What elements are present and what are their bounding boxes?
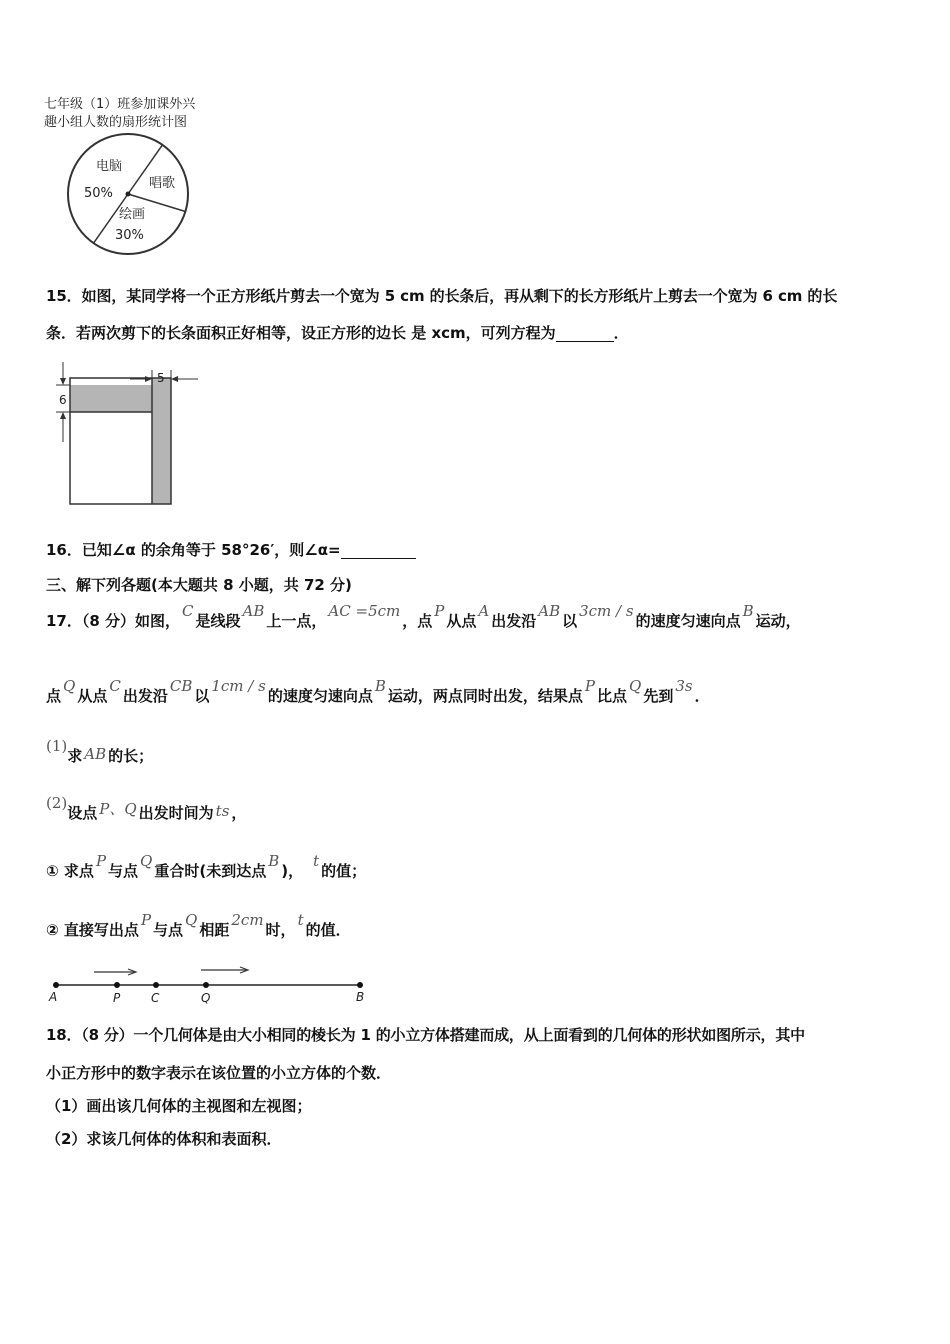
q15-shaded-strip-top (70, 385, 152, 412)
q17-l2-t4: 以 (194, 687, 210, 705)
q17-c2-Q: Q (185, 911, 198, 929)
q17-l1-t3: 上一点， (266, 612, 327, 630)
q17-c2-t2: 与点 (153, 921, 184, 939)
label-C: C (151, 991, 160, 1005)
q16-line (46, 543, 416, 559)
label-B: B (356, 990, 365, 1004)
q17-l2-Q2: Q (629, 677, 642, 695)
pie-value-huihua: 30% (115, 228, 144, 243)
q17-p1-t1: 求 (67, 747, 83, 765)
q18-sub2: （2）求该几何体的体积和表面积． (46, 1130, 282, 1148)
q17-l1-AC5: AC =5cm (328, 602, 401, 620)
q17-c1-t1: ① 求点 (46, 862, 94, 880)
label-P: P (113, 991, 121, 1005)
q17-l2-C: C (109, 677, 121, 695)
q15-square-figure (40, 362, 210, 510)
pie-chart-title-line1: 七年级（1）班参加课外兴 (44, 97, 196, 112)
pie-label-diannao: 电脑 (96, 159, 123, 174)
q15-shaded-strip-right (152, 378, 171, 504)
q18-line2: 小正方形中的数字表示在该位置的小立方体的个数． (46, 1064, 392, 1082)
q17-line2 (46, 677, 710, 705)
q17-p2-t2: 出发时间为 (138, 804, 214, 822)
q17-l1-t4: ，点 (402, 612, 433, 630)
q17-c1-t3: 重合时(未到达点 (154, 862, 267, 880)
q17-p2-ts: ts (215, 802, 230, 820)
q17-l2-P: P (584, 677, 595, 695)
q17-l2-v1: 1cm / s (211, 677, 266, 695)
q17-part1 (46, 737, 154, 765)
point-B (357, 982, 363, 988)
q17-c2-t4: 时， (265, 921, 296, 939)
q17-l2-CB: CB (169, 677, 193, 695)
q15-answer-blank (556, 326, 614, 342)
q17-l1-C: C (182, 602, 194, 620)
q17-l2-t8: 先到 (643, 687, 674, 705)
q17-l1-AB2: AB (538, 602, 561, 620)
q17-c1-t: t (313, 852, 320, 870)
q17-l2-t2: 从点 (77, 687, 108, 705)
q17-l2-Q: Q (63, 677, 76, 695)
point-C (153, 982, 159, 988)
q17-l1-t2: 是线段 (195, 612, 241, 630)
q17-l2-t6: 运动，两点同时出发，结果点 (387, 687, 583, 705)
q17-l1-P: P (434, 602, 445, 620)
q15-label-5: 5 (157, 371, 165, 385)
q17-l2-t3: 出发沿 (122, 687, 168, 705)
q17-p2-t1: 设点 (67, 804, 98, 822)
point-P (114, 982, 120, 988)
q17-c2-cm2: 2cm (231, 911, 264, 929)
q17-c1-t5: 的值； (321, 862, 367, 880)
q17-l1-t5: 从点 (446, 612, 477, 630)
q17-c1-t4: )， (281, 862, 304, 880)
q17-l2-B: B (374, 677, 386, 695)
q15-line1: 15．如图，某同学将一个正方形纸片剪去一个宽为 5 cm 的长条后，再从剩下的长方形纸片上剪去一个宽为 6 cm 的长 (46, 287, 838, 305)
label-A: A (49, 990, 58, 1004)
q15-dim-arrowhead-right (171, 376, 178, 382)
pie-value-diannao: 50% (84, 186, 113, 201)
q18-sub1: （1）画出该几何体的主视图和左视图； (46, 1097, 312, 1115)
pie-label-huihua: 绘画 (119, 207, 146, 222)
q15-dim-arrowhead-bottom (60, 412, 66, 419)
q17-c1-Q: Q (140, 852, 153, 870)
q17-c2-t5: 的值． (305, 921, 351, 939)
q17-p2-PQ: P、Q (99, 800, 137, 818)
q17-l1-t6: 出发沿 (491, 612, 537, 630)
pie-label-changge: 唱歌 (149, 176, 176, 191)
pie-chart (44, 130, 244, 260)
q17-p1-AB: AB (84, 745, 107, 763)
q17-l1-v3: 3cm / s (579, 602, 634, 620)
q17-p1-t2: 的长； (108, 747, 154, 765)
q16-text: 16．已知∠α 的余角等于 58°26′，则∠α= (46, 541, 341, 559)
q17-l1-t9: 运动， (755, 612, 801, 630)
q17-l2-t5: 的速度匀速向点 (267, 687, 373, 705)
q17-l2-s3: 3s (675, 677, 693, 695)
q16-answer-blank (341, 543, 416, 559)
q17-line-figure (44, 962, 374, 1008)
q15-dim-arrowhead-left (145, 376, 152, 382)
q17-line1 (46, 602, 801, 630)
q17-case1 (46, 852, 367, 880)
q17-p2-t3: ， (231, 804, 247, 822)
q17-c1-t2: 与点 (108, 862, 139, 880)
q17-l1-t8: 的速度匀速向点 (635, 612, 741, 630)
q15-line2-text: 条．若两次剪下的长条面积正好相等，设正方形的边长 是 xcm，可列方程为 (46, 324, 556, 342)
pie-chart-title-line2: 趣小组人数的扇形统计图 (44, 115, 188, 130)
q17-l1-B: B (742, 602, 754, 620)
q17-c2-t3: 相距 (199, 921, 230, 939)
q15-dim-arrowhead-top (60, 378, 66, 385)
q17-part2 (46, 794, 247, 822)
q17-c2-P: P (140, 911, 152, 929)
q18-line1: 18．（8 分）一个几何体是由大小相同的棱长为 1 的小立方体搭建而成，从上面看到的几何体的形状如图所示，其中 (46, 1026, 805, 1044)
q17-l1-t7: 以 (562, 612, 578, 630)
q15-line2-end: ． (613, 324, 629, 342)
q17-l2-t7: 比点 (596, 687, 627, 705)
q17-l1-AB: AB (242, 602, 265, 620)
q15-line2 (46, 326, 629, 342)
q15-label-6: 6 (59, 393, 67, 407)
q17-l2-t1: 点 (46, 687, 62, 705)
q17-case2 (46, 911, 351, 939)
q17-c2-t: t (297, 911, 304, 929)
q17-c1-B: B (268, 852, 280, 870)
pie-center-dot (126, 192, 131, 197)
q17-c1-P: P (95, 852, 107, 870)
point-Q (203, 982, 209, 988)
q17-l2-t9: ． (694, 687, 710, 705)
q17-p1-num: (1) (46, 737, 68, 755)
q17-c2-t1: ② 直接写出点 (46, 921, 139, 939)
q17-p2-num: (2) (46, 794, 68, 812)
point-A (53, 982, 59, 988)
section3-heading: 三、解下列各题(本大题共 8 小题，共 72 分) (46, 576, 352, 594)
q17-l1-A: A (478, 602, 490, 620)
label-Q: Q (201, 991, 211, 1005)
pie-chart-figure (44, 96, 244, 256)
q17-l1-t1: 17．（8 分）如图， (46, 612, 181, 630)
